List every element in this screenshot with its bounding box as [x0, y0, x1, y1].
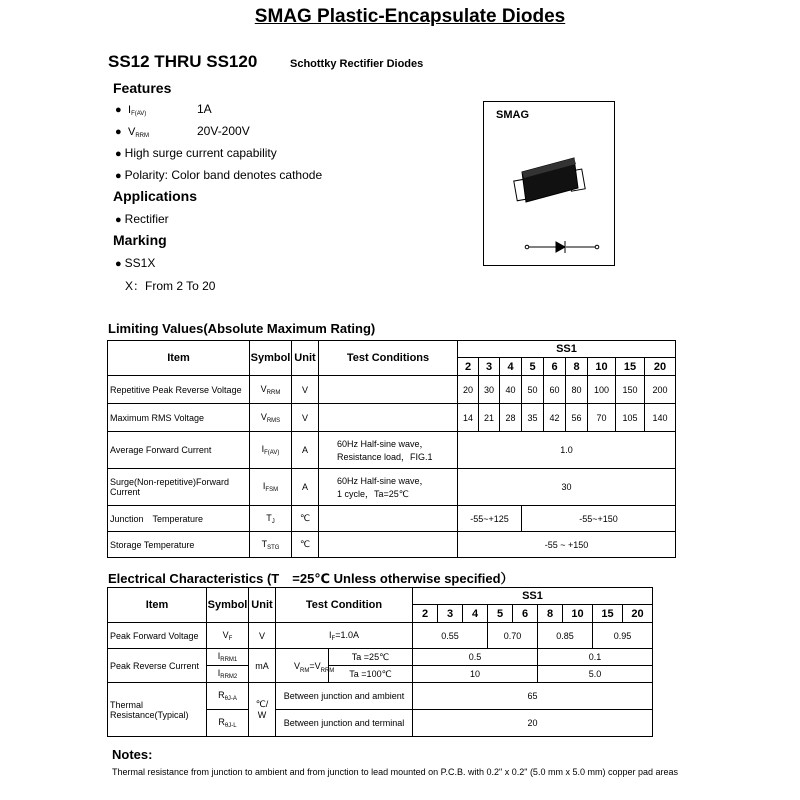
header-col: 10 — [588, 358, 616, 376]
header-col: 15 — [616, 358, 645, 376]
row-symbol: $V_{RRM}$ — [250, 376, 292, 404]
header-item: Item — [108, 588, 207, 623]
application-item: ● Rectifier — [115, 212, 169, 226]
row-test: $I_F=1.0A$ — [276, 623, 413, 649]
feature-forward-current: ● $I_{F(AV)}$ — [115, 104, 147, 117]
row-unit: A — [292, 469, 319, 506]
cell-value: 35 — [522, 404, 544, 432]
header-col: 6 — [544, 358, 566, 376]
row-unit: V — [292, 376, 319, 404]
row-test: 60Hz Half-sine wave， 1 cycle，Ta=25℃ — [319, 469, 458, 506]
header-col: 5 — [488, 605, 513, 623]
row-unit: mA — [249, 649, 276, 683]
row-unit: ℃ — [292, 532, 319, 558]
applications-heading: Applications — [113, 188, 198, 204]
row-item: Repetitive Peak Reverse Voltage — [108, 376, 250, 404]
feature-forward-current-value: 1A — [197, 102, 212, 116]
marking-heading: Marking — [113, 232, 167, 248]
feature-reverse-voltage: ● $V_{RRM}$ — [115, 126, 150, 139]
package-body-icon — [514, 158, 585, 202]
table-row — [108, 404, 676, 432]
cell-value: 10 — [413, 666, 538, 683]
table-row — [108, 683, 653, 710]
header-col: 8 — [566, 358, 588, 376]
package-drawing — [484, 102, 614, 265]
row-symbol: $R_{\theta J-A}$ — [207, 683, 249, 710]
notes-text: Thermal resistance from junction to ambient and from junction to lead mounted on P.C.B. with 0.2" x 0.2" (5.0 mm x 5.0 mm) copper pad areas — [112, 767, 678, 777]
page-title: SMAG Plastic-Encapsulate Diodes — [254, 6, 566, 27]
feature-reverse-voltage-value: 20V-200V — [197, 124, 250, 138]
cell-value: 0.5 — [413, 649, 538, 666]
cell-value: 42 — [544, 404, 566, 432]
row-symbol: $V_{RMS}$ — [250, 404, 292, 432]
row-item: Storage Temperature — [108, 532, 250, 558]
row-test — [319, 506, 458, 532]
cell-value: 0.55 — [413, 623, 488, 649]
cell-value: 50 — [522, 376, 544, 404]
bullet-icon: ● — [115, 104, 122, 116]
header-symbol: Symbol — [207, 588, 249, 623]
notes-heading: Notes: — [112, 747, 153, 762]
row-symbol: $V_F$ — [207, 623, 249, 649]
cell-value: 0.95 — [593, 623, 653, 649]
table-row — [108, 623, 653, 649]
diode-symbol-icon — [525, 241, 599, 253]
part-subtitle: Schottky Rectifier Diodes — [290, 58, 424, 70]
cell-value: 0.85 — [538, 623, 593, 649]
marking-note: X：From 2 To 20 — [125, 279, 216, 293]
row-symbol: $I_{F(AV)}$ — [250, 432, 292, 469]
header-unit: Unit — [249, 588, 276, 623]
header-col: 5 — [522, 358, 544, 376]
reverse-current-condition: $V_{RM}=V_{RRM}$ — [294, 661, 335, 674]
row-test-temperature: Ta =25℃ — [329, 649, 413, 666]
row-test: 60Hz Half-sine wave， Resistance load，FIG.1 — [319, 432, 458, 469]
table-row — [108, 649, 653, 666]
header-col: 20 — [623, 605, 653, 623]
cell-value: 20 — [413, 710, 653, 737]
header-col: 8 — [538, 605, 563, 623]
cell-value: 0.70 — [488, 623, 538, 649]
table-row — [108, 376, 676, 404]
cell-value: 5.0 — [538, 666, 653, 683]
cell-value: 28 — [500, 404, 522, 432]
row-symbol: $T_J$ — [250, 506, 292, 532]
limiting-values-table — [107, 340, 676, 558]
header-col: 20 — [645, 358, 676, 376]
cell-value: 140 — [645, 404, 676, 432]
row-test — [319, 532, 458, 558]
package-figure — [483, 101, 615, 266]
header-col: 10 — [563, 605, 593, 623]
row-symbol: $I_{RRM2}$ — [207, 666, 249, 683]
bullet-icon: ● — [115, 214, 122, 226]
feature-item: ● Polarity: Color band denotes cathode — [115, 168, 323, 182]
bullet-icon: ● — [115, 258, 122, 270]
header-test-conditions: Test Conditions — [319, 341, 458, 376]
cell-value: 1.0 — [458, 432, 676, 469]
cell-value: 56 — [566, 404, 588, 432]
cell-value: 200 — [645, 376, 676, 404]
row-symbol: $I_{FSM}$ — [250, 469, 292, 506]
table-row — [108, 432, 676, 469]
row-unit: V — [292, 404, 319, 432]
header-col: 3 — [438, 605, 463, 623]
electrical-characteristics-title: Electrical Characteristics (T =25℃ Unless otherwise specified） — [108, 571, 514, 586]
bullet-icon: ● — [115, 148, 122, 160]
row-symbol: $R_{\theta J-L}$ — [207, 710, 249, 737]
cell-value: 40 — [500, 376, 522, 404]
header-col: 15 — [593, 605, 623, 623]
row-item: Average Forward Current — [108, 432, 250, 469]
part-number-title: SS12 THRU SS120 — [108, 52, 258, 71]
cell-value: 65 — [413, 683, 653, 710]
header-col: 6 — [513, 605, 538, 623]
cell-value: 80 — [566, 376, 588, 404]
table-row — [108, 469, 676, 506]
cell-value: 30 — [479, 376, 500, 404]
features-heading: Features — [113, 80, 172, 96]
row-test — [319, 376, 458, 404]
cell-value: 0.1 — [538, 649, 653, 666]
cell-value: 105 — [616, 404, 645, 432]
bullet-icon: ● — [115, 170, 122, 182]
cell-value: 100 — [588, 376, 616, 404]
row-item: Peak Forward Voltage — [108, 623, 207, 649]
header-col: 4 — [463, 605, 488, 623]
row-test — [319, 404, 458, 432]
package-label: SMAG — [496, 109, 529, 121]
header-col: 3 — [479, 358, 500, 376]
header-unit: Unit — [292, 341, 319, 376]
row-symbol: $T_{STG}$ — [250, 532, 292, 558]
header-series-group: SS1 — [413, 588, 653, 605]
cell-value: -55~+125 — [458, 506, 522, 532]
row-item: Junction Temperature — [108, 506, 250, 532]
cell-value: 21 — [479, 404, 500, 432]
table-row — [108, 532, 676, 558]
row-unit: V — [249, 623, 276, 649]
marking-code: ● SS1X — [115, 256, 156, 270]
cell-value: 150 — [616, 376, 645, 404]
cell-value: 60 — [544, 376, 566, 404]
electrical-characteristics-table — [107, 587, 653, 737]
header-series-group: SS1 — [458, 341, 676, 358]
bullet-icon: ● — [115, 126, 122, 138]
header-col: 4 — [500, 358, 522, 376]
row-item: Surge(Non-repetitive)Forward Current — [108, 469, 250, 506]
cell-value: 20 — [458, 376, 479, 404]
cell-value: -55~+150 — [522, 506, 676, 532]
cell-value: 14 — [458, 404, 479, 432]
row-symbol: $I_{RRM1}$ — [207, 649, 249, 666]
cell-value: 70 — [588, 404, 616, 432]
row-item: Thermal Resistance(Typical) — [108, 683, 207, 737]
header-symbol: Symbol — [250, 341, 292, 376]
table-row — [108, 506, 676, 532]
header-col: 2 — [458, 358, 479, 376]
row-test: Between junction and terminal — [276, 710, 413, 737]
row-unit: ℃ — [292, 506, 319, 532]
row-item: Peak Reverse Current — [108, 649, 207, 683]
row-unit: A — [292, 432, 319, 469]
header-test-condition: Test Condition — [276, 588, 413, 623]
header-item: Item — [108, 341, 250, 376]
cell-value: 30 — [458, 469, 676, 506]
row-unit: ℃/ W — [249, 683, 276, 737]
row-test-temperature: Ta =100℃ — [329, 666, 413, 683]
limiting-values-title: Limiting Values(Absolute Maximum Rating) — [108, 321, 376, 336]
row-item: Maximum RMS Voltage — [108, 404, 250, 432]
feature-item: ● High surge current capability — [115, 146, 277, 160]
cell-value: -55 ~ +150 — [458, 532, 676, 558]
header-col: 2 — [413, 605, 438, 623]
row-test: Between junction and ambient — [276, 683, 413, 710]
